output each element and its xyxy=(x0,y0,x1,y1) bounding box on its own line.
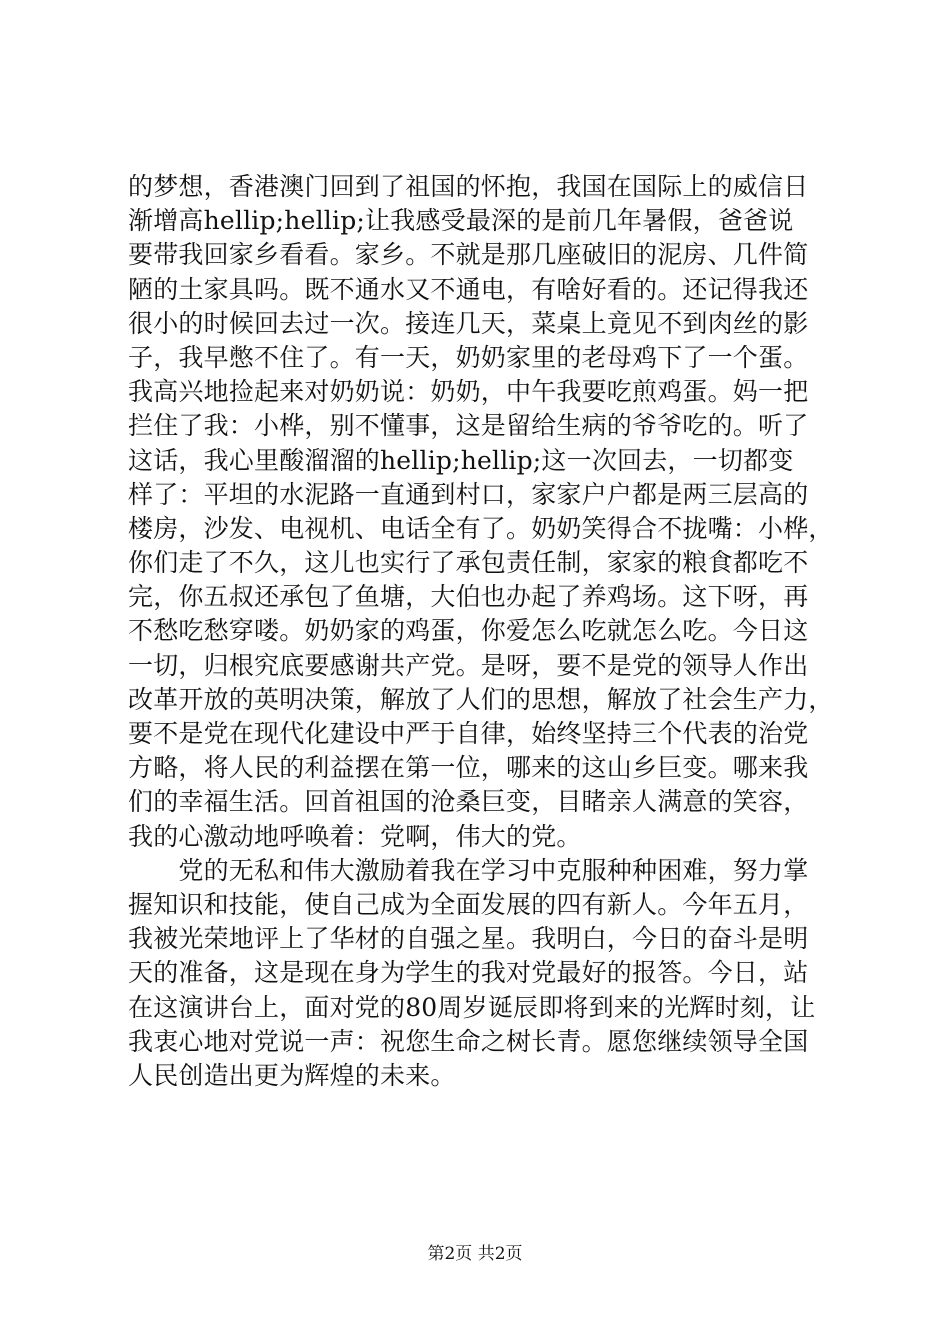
text-line: 楼房，沙发、电视机、电话全有了。奶奶笑得合不拢嘴：小桦， xyxy=(128,513,834,543)
body-text xyxy=(128,170,834,1093)
text-line: 我高兴地捡起来对奶奶说：奶奶，中午我要吃煎鸡蛋。妈一把 xyxy=(128,377,809,407)
text-line: 完，你五叔还承包了鱼塘，大伯也办起了养鸡场。这下呀，再 xyxy=(128,582,809,612)
page-footer: 第2页 共2页 xyxy=(427,1244,523,1264)
text-line: 方略，将人民的利益摆在第一位，哪来的这山乡巨变。哪来我 xyxy=(128,753,809,783)
text-line: 人民创造出更为辉煌的未来。 xyxy=(128,1060,456,1090)
text-line: 我被光荣地评上了华材的自强之星。我明白，今日的奋斗是明 xyxy=(128,924,809,954)
text-line: 改革开放的英明决策，解放了人们的思想，解放了社会生产力， xyxy=(128,684,834,714)
text-line: 样了：平坦的水泥路一直通到村口，家家户户都是两三层高的 xyxy=(128,479,809,509)
text-line: 你们走了不久，这儿也实行了承包责任制，家家的粮食都吃不 xyxy=(128,548,809,578)
text-line: 子，我早憋不住了。有一天，奶奶家里的老母鸡下了一个蛋。 xyxy=(128,342,809,372)
text-line: 要不是党在现代化建设中严于自律，始终坚持三个代表的治党 xyxy=(128,719,809,748)
text-line: 党的无私和伟大激励着我在学习中克服种种困难，努力掌 xyxy=(128,855,809,885)
text-line: 我的心激动地呼唤着：党啊，伟大的党。 xyxy=(128,821,582,851)
text-line: 这话，我心里酸溜溜的hellip;hellip;这一次回去，一切都变 xyxy=(128,445,794,475)
text-line: 拦住了我：小桦，别不懂事，这是留给生病的爷爷吃的。听了 xyxy=(128,411,809,441)
text-line: 渐增高hellip;hellip;让我感受最深的是前几年暑假，爸爸说 xyxy=(128,206,794,236)
text-line: 很小的时候回去过一次。接连几天，菜桌上竟见不到肉丝的影 xyxy=(128,308,809,338)
text-line: 要带我回家乡看看。家乡。不就是那几座破旧的泥房、几件简 xyxy=(128,240,809,270)
text-line: 不愁吃愁穿喽。奶奶家的鸡蛋，你爱怎么吃就怎么吃。今日这 xyxy=(128,616,809,646)
text-line: 握知识和技能，使自己成为全面发展的四有新人。今年五月， xyxy=(128,889,809,919)
text-line: 陋的土家具吗。既不通水又不通电，有啥好看的。还记得我还 xyxy=(128,274,809,304)
text-line: 在这演讲台上，面对党的80周岁诞辰即将到来的光辉时刻，让 xyxy=(128,992,816,1022)
text-line: 们的幸福生活。回首祖国的沧桑巨变，目睹亲人满意的笑容， xyxy=(128,787,809,817)
text-line: 我衷心地对党说一声：祝您生命之树长青。愿您继续领导全国 xyxy=(128,1026,809,1056)
text-line: 天的准备，这是现在身为学生的我对党最好的报答。今日，站 xyxy=(128,958,809,988)
text-line: 的梦想，香港澳门回到了祖国的怀抱，我国在国际上的威信日 xyxy=(128,172,809,201)
text-line: 一切，归根究底要感谢共产党。是呀，要不是党的领导人作出 xyxy=(128,650,809,680)
